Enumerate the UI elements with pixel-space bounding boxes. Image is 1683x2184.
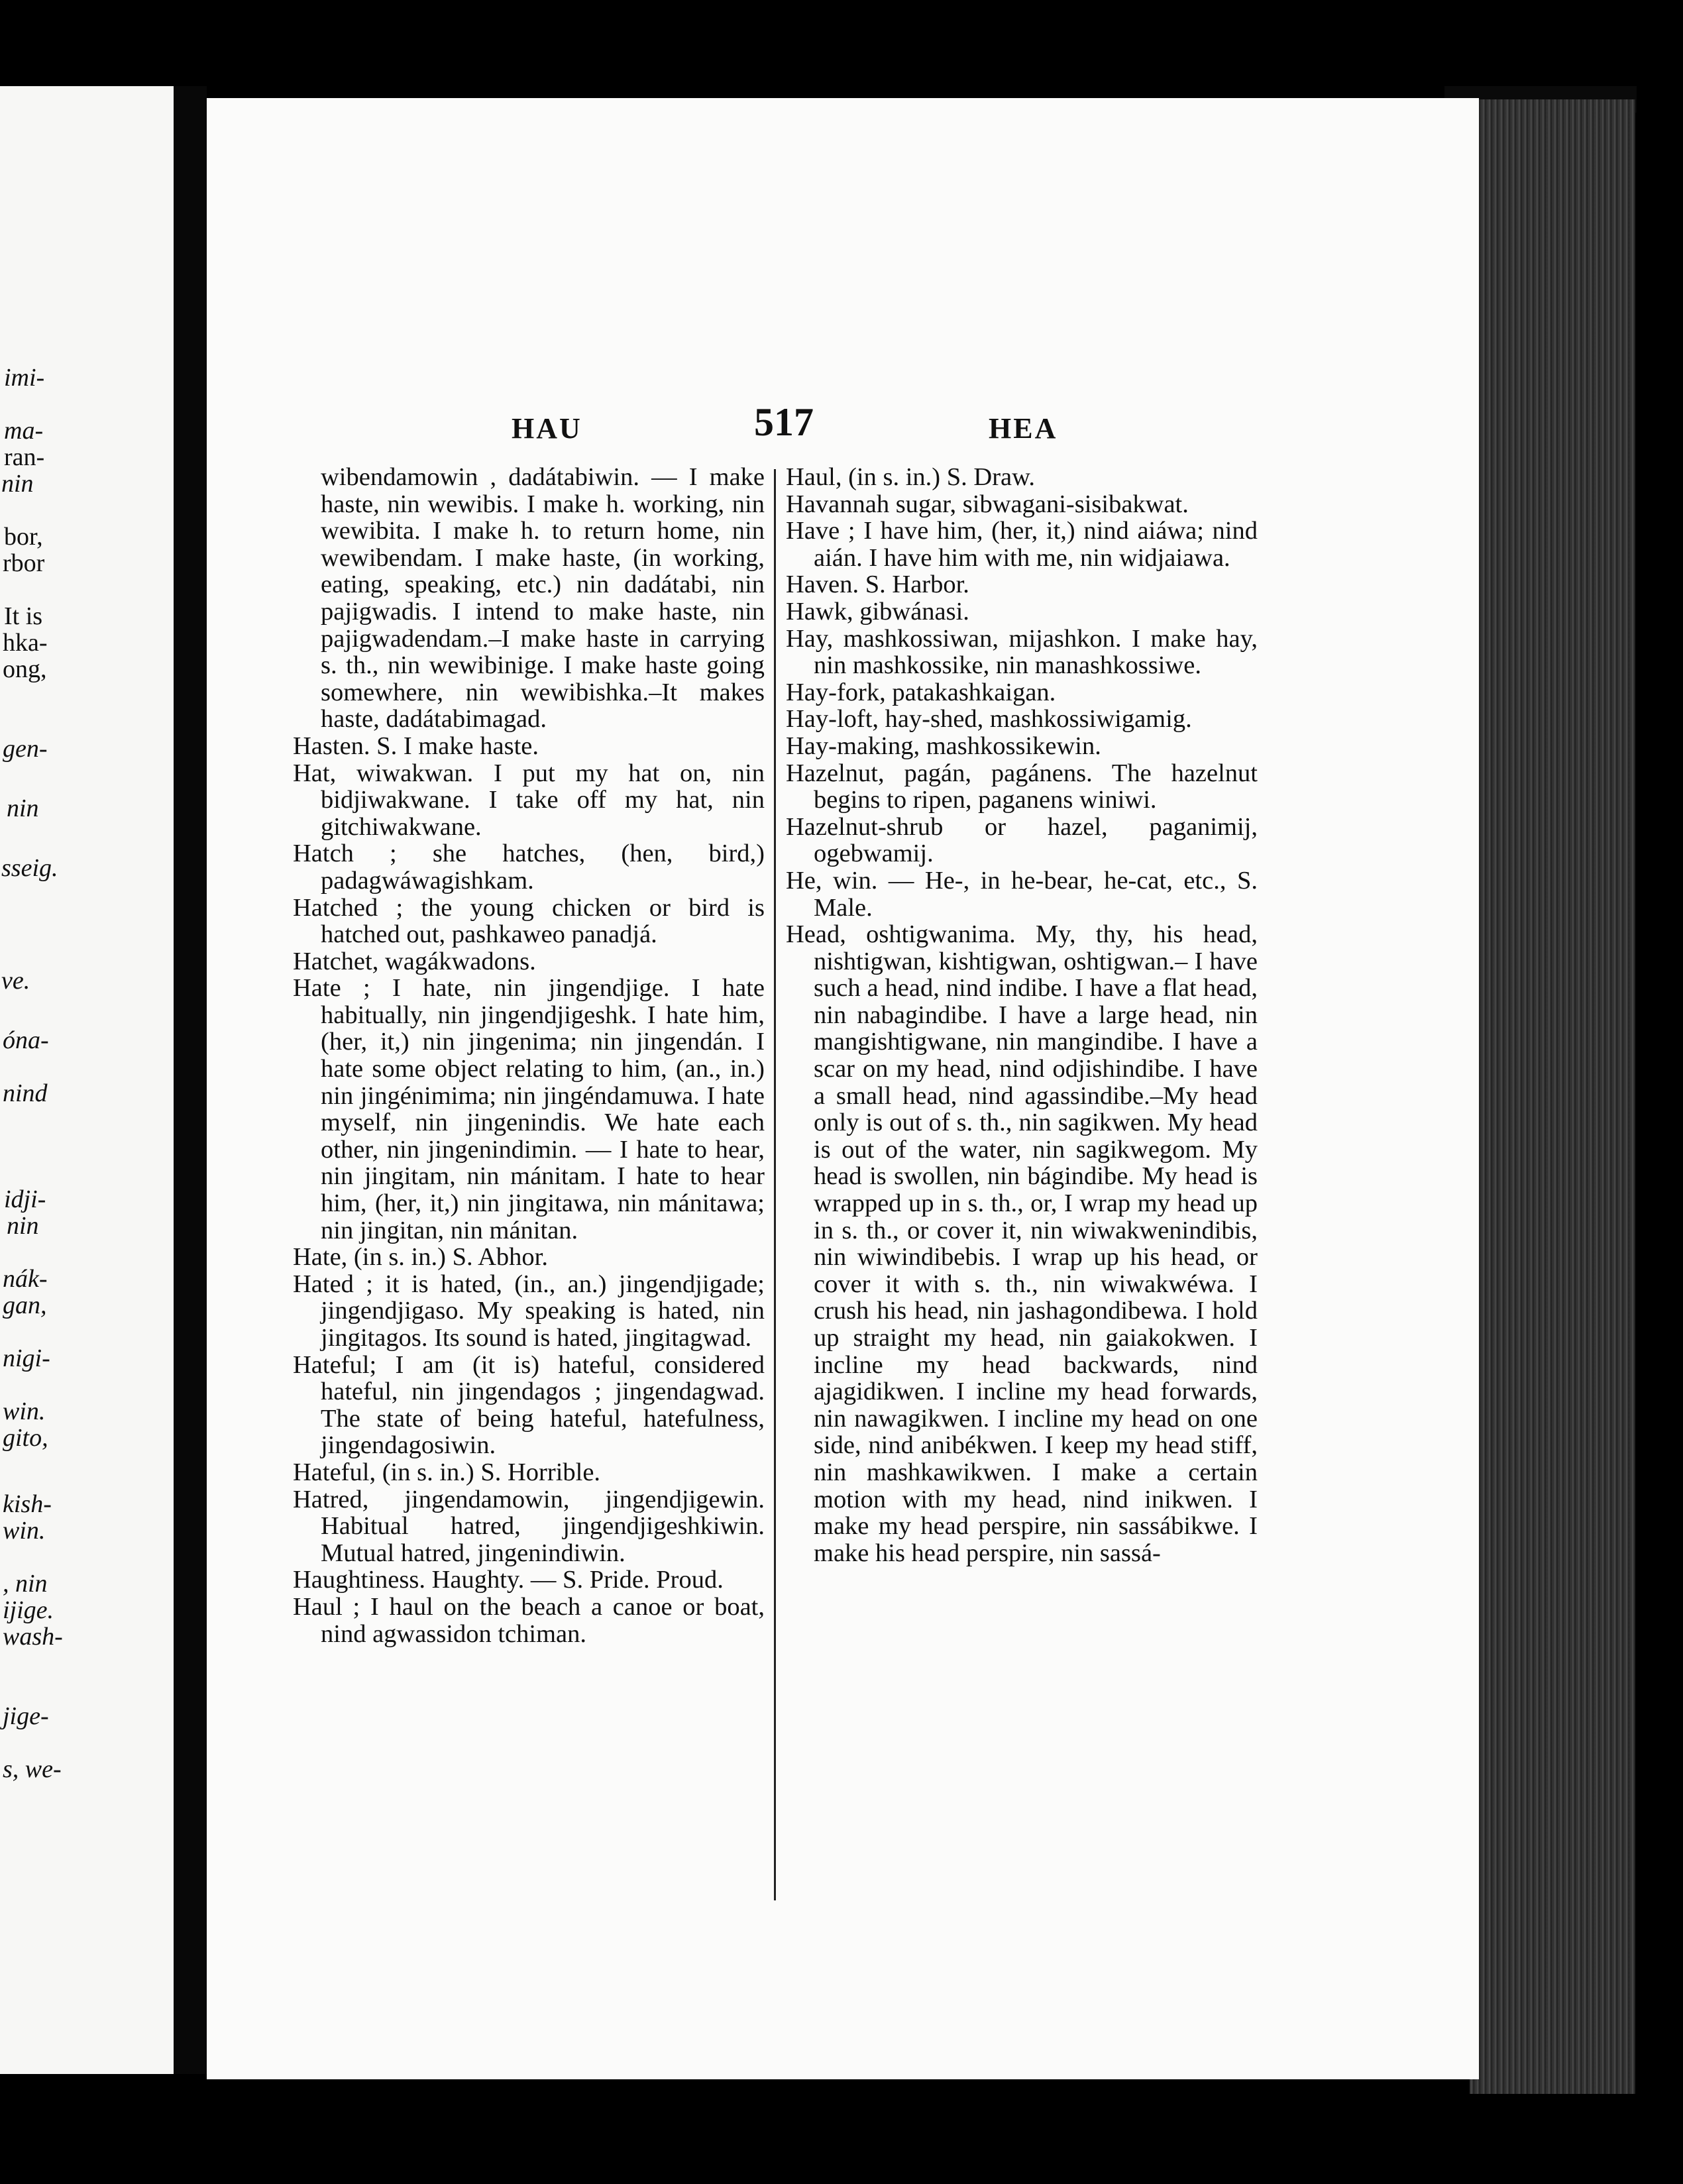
- left-fragment: ve.: [1, 967, 30, 995]
- dictionary-entry: Hasten. S. I make haste.: [293, 732, 539, 760]
- header-right-guide-word: HEA: [989, 412, 1058, 445]
- left-fragment: imi-: [4, 364, 45, 392]
- dictionary-entry: Hate ; I hate, nin jingendjige. I hate habitually, nin jingendjigeshk. I hate him, (her, it,) nin jingenima; nin jingendán. I hate some object relating to him, (an., in.) nin jingénimima; nin jingéndamuwa. I hate myself, nin jingenindis. We hate each other, nin jingenindimin. — I hate to hear, nin jingitam, nin mánitam. I hate to hear him, (her, it,) nin jingitawa, nin mánitawa; nin jingitan, nin mánitan.: [293, 974, 765, 1244]
- dictionary-entry: Hay-loft, hay-shed, mashkossiwigamig.: [786, 705, 1192, 734]
- dictionary-entry: Hated ; it is hated, (in., an.) jingendjigade; jingendjigaso. My speaking is hated, nin jingitagos. Its sound is hated, jingitagwad.: [293, 1270, 765, 1352]
- dictionary-entry: Hay, mashkossiwan, mijashkon. I make hay, nin mashkossike, nin manashkossiwe.: [786, 624, 1258, 680]
- running-header: [207, 400, 1479, 453]
- left-fragment: It is: [4, 602, 43, 630]
- dictionary-entry: Hat, wiwakwan. I put my hat on, nin bidjiwakwane. I take off my hat, nin gitchiwakwane.: [293, 759, 765, 841]
- left-fragment: nin: [7, 1212, 39, 1240]
- dictionary-entry: Head, oshtigwanima. My, thy, his head, nishtigwan, kishtigwan, oshtigwan.– I have such a head, nind indibe. I have a flat head, nin nabagindibe. I have a large head, nin mangishtigwane, nin mangindibe. I have a scar on my head, nind odjishindibe. I have a small head, nind agassindibe.–My head only is out of s. th., nin sagikwen. My head is out of the water, nin sagikwegom. My head is swollen, nin bágindibe. My head is wrapped up in s. th., or, I wrap my head up in s. th., or cover it, nin wiwakwenindibis, nin wiwindibebis. I wrap up his head, or cover it with s. th., nin wiwakwéwa. I crush his head, nin jashagondibewa. I hold up straight my head, nin gaiakokwen. I incline my head backwards, nind ajagidikwen. I incline my head forwards, nin nawagikwen. I incline my head on one side, nind anibékwen. I keep my head stiff, nin mashkawikwen. I make a certain motion with my head, nind inikwen. I make my head perspire, nin sassábikwe. I make his head perspire, nin sassá-: [786, 920, 1258, 1567]
- dictionary-entry: Haughtiness. Haughty. — S. Pride. Proud.: [293, 1566, 724, 1594]
- left-fragment: , nin: [3, 1570, 48, 1598]
- dictionary-entry: Haven. S. Harbor.: [786, 571, 969, 599]
- left-fragment: hka-: [3, 629, 48, 657]
- left-fragment: wash-: [3, 1623, 63, 1651]
- dictionary-entry: wibendamowin , dadátabiwin. — I make haste, nin wewibis. I make h. working, nin wewibita. I make h. to return home, nin wewibendam. I make haste, (in working, eating, speaking, etc.) nin dadátabi, nin pajigwadis. I intend to make haste, nin pajigwadendam.–I make haste in carrying s. th., nin wewibinige. I make haste going somewhere, nin wewibishka.–It makes haste, dadátabimagad.: [321, 463, 765, 734]
- left-fragment: kish-: [3, 1490, 52, 1518]
- dictionary-entry: Hatch ; she hatches, (hen, bird,) padagwáwagishkam.: [293, 840, 765, 895]
- left-fragment: idji-: [4, 1185, 46, 1213]
- header-left-guide-word: HAU: [512, 412, 582, 445]
- left-fragment: ma-: [4, 417, 44, 445]
- left-fragment: gan,: [3, 1291, 47, 1319]
- dictionary-entry: Havannah sugar, sibwagani-sisibakwat.: [786, 490, 1189, 518]
- dictionary-entry: Hay-fork, patakashkaigan.: [786, 678, 1056, 706]
- dictionary-entry: Hazelnut-shrub or hazel, paganimij, ogebwamij.: [786, 812, 1258, 868]
- left-fragment: óna-: [3, 1026, 49, 1054]
- dictionary-entry: Hate, (in s. in.) S. Abhor.: [293, 1243, 548, 1272]
- left-fragment: s, we-: [3, 1755, 62, 1783]
- left-fragment: rbor: [3, 549, 45, 577]
- dictionary-entry: Hatchet, wagákwadons.: [293, 947, 536, 975]
- book-gutter: [174, 86, 207, 2074]
- dictionary-entry: Haul, (in s. in.) S. Draw.: [786, 463, 1036, 491]
- dictionary-entry: Hateful, (in s. in.) S. Horrible.: [293, 1458, 601, 1486]
- right-column: [786, 464, 1258, 1566]
- left-fragment: win.: [3, 1517, 46, 1545]
- dictionary-entry: Hay-making, mashkossikewin.: [786, 732, 1101, 760]
- left-fragment: jige-: [3, 1702, 49, 1730]
- dictionary-entry: He, win. — He-, in he-bear, he-cat, etc., S. Male.: [786, 866, 1258, 922]
- left-fragment: bor,: [4, 523, 43, 551]
- left-fragment: ijige.: [3, 1596, 54, 1624]
- page-number: 517: [754, 400, 814, 444]
- dictionary-entry: Hateful; I am (it is) hateful, considered hateful, nin jingendagos ; jingendagwad. The state of being hateful, hatefulness, jingendagosiwin.: [293, 1350, 765, 1460]
- dictionary-entry: Hazelnut, pagán, pagánens. The hazelnut begins to ripen, paganens winiwi.: [786, 759, 1258, 814]
- left-column: [293, 464, 765, 1647]
- dictionary-entry: Have ; I have him, (her, it,) nind aiáwa; nind aián. I have him with me, nin widjaiawa.: [786, 517, 1258, 572]
- left-fragment: nind: [3, 1079, 48, 1107]
- left-fragment: win.: [3, 1397, 46, 1425]
- left-fragment: nigi-: [3, 1344, 50, 1372]
- dictionary-entry: Hatred, jingendamowin, jingendjigewin. Habitual hatred, jingendjigeshkiwin. Mutual hatred, jingenindiwin.: [293, 1485, 765, 1567]
- previous-page-strip: [0, 86, 174, 2074]
- left-fragment: gito,: [3, 1424, 48, 1452]
- left-fragment: ong,: [3, 655, 47, 683]
- left-fragment: nák-: [3, 1265, 48, 1293]
- left-fragment: sseig.: [1, 854, 58, 882]
- column-divider: [774, 469, 776, 1900]
- left-fragment: ran-: [4, 443, 45, 471]
- dictionary-entry: Haul ; I haul on the beach a canoe or boat, nind agwassidon tchiman.: [293, 1592, 765, 1648]
- left-fragment: gen-: [3, 735, 48, 763]
- page-edge-stack: [1470, 99, 1635, 2094]
- dictionary-page: [207, 98, 1479, 2079]
- dictionary-entry: Hawk, gibwánasi.: [786, 597, 969, 626]
- dictionary-entry: Hatched ; the young chicken or bird is hatched out, pashkaweo panadjá.: [293, 893, 765, 949]
- left-fragment: nin: [1, 470, 34, 498]
- left-fragment: nin: [7, 794, 39, 822]
